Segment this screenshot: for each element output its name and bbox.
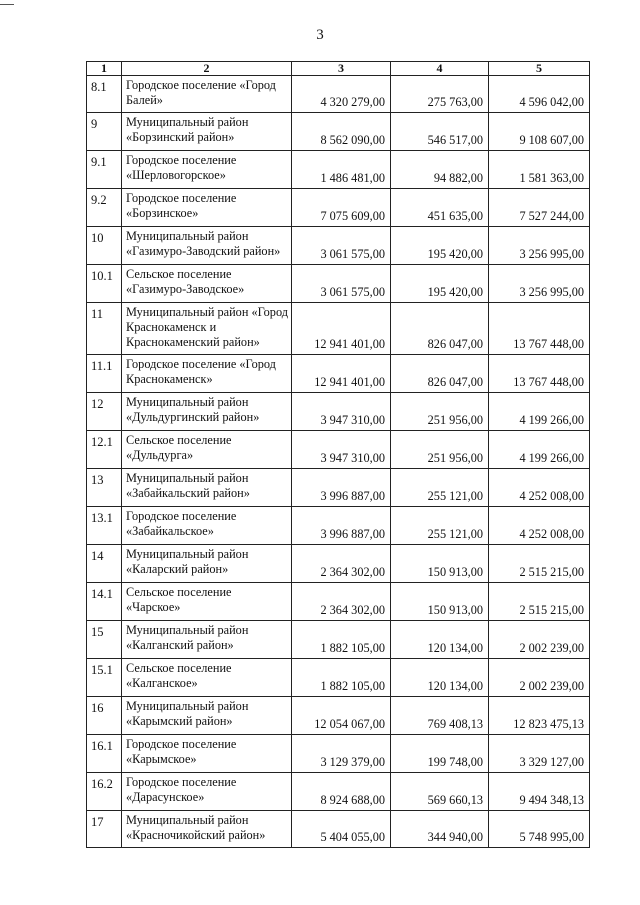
table-row — [87, 151, 590, 189]
table-row — [87, 113, 590, 151]
amount-col4-cell: 120 134,00 — [391, 659, 489, 697]
entity-name-cell: Городское поселение «Шерловогорское» — [122, 151, 292, 189]
amount-col3-cell: 3 947 310,00 — [292, 393, 391, 431]
table-row — [87, 227, 590, 265]
amount-col5-cell: 7 527 244,00 — [489, 189, 590, 227]
amount-col4-cell: 769 408,13 — [391, 697, 489, 735]
amount-col4-cell: 251 956,00 — [391, 393, 489, 431]
amount-col3-cell: 1 882 105,00 — [292, 659, 391, 697]
row-number-cell: 8.1 — [87, 76, 122, 113]
entity-name-cell: Сельское поселение «Газимуро-Заводское» — [122, 265, 292, 303]
table-row — [87, 507, 590, 545]
table-row — [87, 469, 590, 507]
amount-col3-cell: 4 320 279,00 — [292, 76, 391, 113]
amount-col3-cell: 8 924 688,00 — [292, 773, 391, 811]
row-number-cell: 9 — [87, 113, 122, 151]
amount-col4-cell: 451 635,00 — [391, 189, 489, 227]
table-body — [87, 76, 590, 848]
amount-col5-cell: 2 002 239,00 — [489, 621, 590, 659]
row-number-cell: 13 — [87, 469, 122, 507]
amount-col4-cell: 344 940,00 — [391, 811, 489, 848]
column-header-4: 4 — [391, 62, 489, 76]
amount-col3-cell: 3 061 575,00 — [292, 227, 391, 265]
entity-name-cell: Сельское поселение «Чарское» — [122, 583, 292, 621]
entity-name-cell: Муниципальный район «Карымский район» — [122, 697, 292, 735]
entity-name-cell: Городское поселение «Карымское» — [122, 735, 292, 773]
row-number-cell: 10 — [87, 227, 122, 265]
column-header-5: 5 — [489, 62, 590, 76]
row-number-cell: 10.1 — [87, 265, 122, 303]
amount-col4-cell: 826 047,00 — [391, 355, 489, 393]
entity-name-cell: Сельское поселение «Калганское» — [122, 659, 292, 697]
amount-col5-cell: 13 767 448,00 — [489, 355, 590, 393]
table-row — [87, 189, 590, 227]
row-number-cell: 16 — [87, 697, 122, 735]
entity-name-cell: Муниципальный район «Город Краснокаменск и Краснокаменский район» — [122, 303, 292, 355]
amount-col3-cell: 2 364 302,00 — [292, 545, 391, 583]
amount-col5-cell: 2 515 215,00 — [489, 545, 590, 583]
table-row — [87, 697, 590, 735]
amount-col4-cell: 826 047,00 — [391, 303, 489, 355]
amount-col4-cell: 275 763,00 — [391, 76, 489, 113]
table-row — [87, 355, 590, 393]
amount-col5-cell: 9 108 607,00 — [489, 113, 590, 151]
amount-col3-cell: 1 882 105,00 — [292, 621, 391, 659]
amount-col4-cell: 546 517,00 — [391, 113, 489, 151]
row-number-cell: 15 — [87, 621, 122, 659]
amount-col3-cell: 5 404 055,00 — [292, 811, 391, 848]
amount-col5-cell: 3 256 995,00 — [489, 227, 590, 265]
table-row — [87, 431, 590, 469]
table-row — [87, 393, 590, 431]
entity-name-cell: Городское поселение «Забайкальское» — [122, 507, 292, 545]
row-number-cell: 11.1 — [87, 355, 122, 393]
amount-col5-cell: 4 596 042,00 — [489, 76, 590, 113]
amount-col5-cell: 4 199 266,00 — [489, 393, 590, 431]
amount-col3-cell: 3 996 887,00 — [292, 469, 391, 507]
entity-name-cell: Муниципальный район «Красночикойский район» — [122, 811, 292, 848]
table-row — [87, 621, 590, 659]
table-row — [87, 773, 590, 811]
entity-name-cell: Сельское поселение «Дульдурга» — [122, 431, 292, 469]
table-row — [87, 545, 590, 583]
entity-name-cell: Муниципальный район «Калганский район» — [122, 621, 292, 659]
entity-name-cell: Городское поселение «Город Балей» — [122, 76, 292, 113]
amount-col5-cell: 3 256 995,00 — [489, 265, 590, 303]
table-row — [87, 303, 590, 355]
row-number-cell: 14.1 — [87, 583, 122, 621]
table-row — [87, 265, 590, 303]
amount-col5-cell: 9 494 348,13 — [489, 773, 590, 811]
row-number-cell: 16.2 — [87, 773, 122, 811]
amount-col3-cell: 12 941 401,00 — [292, 355, 391, 393]
amount-col5-cell: 12 823 475,13 — [489, 697, 590, 735]
table-row — [87, 76, 590, 113]
entity-name-cell: Муниципальный район «Забайкальский район» — [122, 469, 292, 507]
budget-table — [86, 61, 590, 848]
amount-col4-cell: 120 134,00 — [391, 621, 489, 659]
amount-col3-cell: 2 364 302,00 — [292, 583, 391, 621]
table-row — [87, 659, 590, 697]
scan-corner-mark — [0, 0, 14, 5]
amount-col5-cell: 4 252 008,00 — [489, 469, 590, 507]
row-number-cell: 12 — [87, 393, 122, 431]
entity-name-cell: Городское поселение «Дарасунское» — [122, 773, 292, 811]
amount-col3-cell: 12 941 401,00 — [292, 303, 391, 355]
amount-col5-cell: 4 252 008,00 — [489, 507, 590, 545]
row-number-cell: 9.2 — [87, 189, 122, 227]
amount-col4-cell: 150 913,00 — [391, 583, 489, 621]
row-number-cell: 11 — [87, 303, 122, 355]
entity-name-cell: Муниципальный район «Борзинский район» — [122, 113, 292, 151]
column-header-2: 2 — [122, 62, 292, 76]
amount-col4-cell: 251 956,00 — [391, 431, 489, 469]
amount-col3-cell: 1 486 481,00 — [292, 151, 391, 189]
amount-col3-cell: 3 947 310,00 — [292, 431, 391, 469]
entity-name-cell: Муниципальный район «Дульдургинский район» — [122, 393, 292, 431]
amount-col5-cell: 1 581 363,00 — [489, 151, 590, 189]
row-number-cell: 9.1 — [87, 151, 122, 189]
amount-col4-cell: 569 660,13 — [391, 773, 489, 811]
column-header-1: 1 — [87, 62, 122, 76]
amount-col5-cell: 2 515 215,00 — [489, 583, 590, 621]
row-number-cell: 13.1 — [87, 507, 122, 545]
amount-col5-cell: 2 002 239,00 — [489, 659, 590, 697]
amount-col5-cell: 5 748 995,00 — [489, 811, 590, 848]
amount-col4-cell: 255 121,00 — [391, 469, 489, 507]
row-number-cell: 17 — [87, 811, 122, 848]
entity-name-cell: Городское поселение «Город Краснокаменск» — [122, 355, 292, 393]
amount-col3-cell: 3 996 887,00 — [292, 507, 391, 545]
table-header-row — [87, 62, 590, 76]
table-row — [87, 735, 590, 773]
amount-col3-cell: 12 054 067,00 — [292, 697, 391, 735]
entity-name-cell: Муниципальный район «Газимуро-Заводский район» — [122, 227, 292, 265]
amount-col4-cell: 199 748,00 — [391, 735, 489, 773]
amount-col4-cell: 195 420,00 — [391, 227, 489, 265]
amount-col5-cell: 13 767 448,00 — [489, 303, 590, 355]
amount-col4-cell: 150 913,00 — [391, 545, 489, 583]
page-number: 3 — [316, 27, 324, 43]
amount-col3-cell: 8 562 090,00 — [292, 113, 391, 151]
amount-col4-cell: 195 420,00 — [391, 265, 489, 303]
entity-name-cell: Муниципальный район «Каларский район» — [122, 545, 292, 583]
row-number-cell: 15.1 — [87, 659, 122, 697]
row-number-cell: 16.1 — [87, 735, 122, 773]
amount-col3-cell: 3 129 379,00 — [292, 735, 391, 773]
amount-col3-cell: 3 061 575,00 — [292, 265, 391, 303]
table-row — [87, 811, 590, 848]
amount-col5-cell: 3 329 127,00 — [489, 735, 590, 773]
entity-name-cell: Городское поселение «Борзинское» — [122, 189, 292, 227]
column-header-3: 3 — [292, 62, 391, 76]
amount-col5-cell: 4 199 266,00 — [489, 431, 590, 469]
amount-col4-cell: 94 882,00 — [391, 151, 489, 189]
amount-col3-cell: 7 075 609,00 — [292, 189, 391, 227]
row-number-cell: 12.1 — [87, 431, 122, 469]
amount-col4-cell: 255 121,00 — [391, 507, 489, 545]
row-number-cell: 14 — [87, 545, 122, 583]
table-row — [87, 583, 590, 621]
